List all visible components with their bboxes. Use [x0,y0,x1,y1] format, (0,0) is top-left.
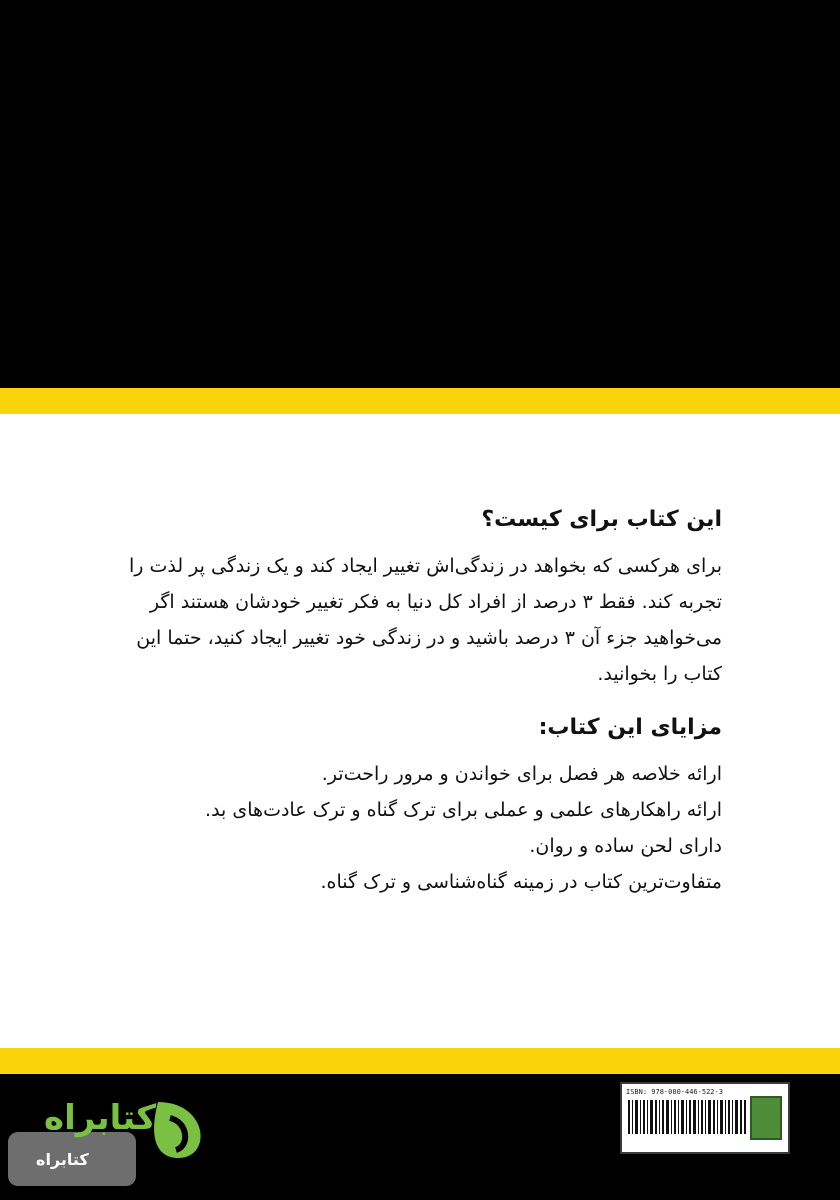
advantages-list [100,756,722,900]
who-is-it-for-heading: این کتاب برای کیست؟ [481,507,722,532]
ketabrah-logo [8,1088,218,1188]
ketabrah-logo-name: کتابراه [44,1098,157,1138]
advantage-item: دارای لحن ساده و روان. [529,835,722,857]
who-is-it-for-paragraph: برای هرکسی که بخواهد در زندگی‌اش تغییر ایجاد کند و یک زندگی پر لذت را تجربه کند. فقط ۳ درصد از افراد کل دنیا به فکر تغییر خودشان هستند اگر می‌خواهید جزء آن ۳ درصد باشید و در زندگی خود تغییر ایجاد کنید، حتما این کتاب را بخوانید. [128,555,722,685]
barcode-bars-icon [628,1100,748,1134]
ketabrah-logo-sub: کتابراه [36,1150,89,1169]
bottom-yellow-band [0,1048,840,1074]
top-yellow-band [0,388,840,414]
back-cover-text [100,500,722,900]
advantage-item: متفاوت‌ترین کتاب در زمینه گناه‌شناسی و ترک گناه. [320,871,722,893]
advantage-item: ارائه راهکارهای علمی و عملی برای ترک گناه و ترک عادت‌های بد. [205,799,722,821]
publisher-logo-icon [750,1096,782,1140]
isbn-text: ISBN: 978-080-446-522-3 [626,1088,723,1096]
advantages-heading: مزایای این کتاب: [538,715,722,740]
advantage-item: ارائه خلاصه هر فصل برای خواندن و مرور راحت‌تر. [321,763,722,785]
isbn-barcode [620,1082,790,1154]
top-black-panel [0,0,840,388]
